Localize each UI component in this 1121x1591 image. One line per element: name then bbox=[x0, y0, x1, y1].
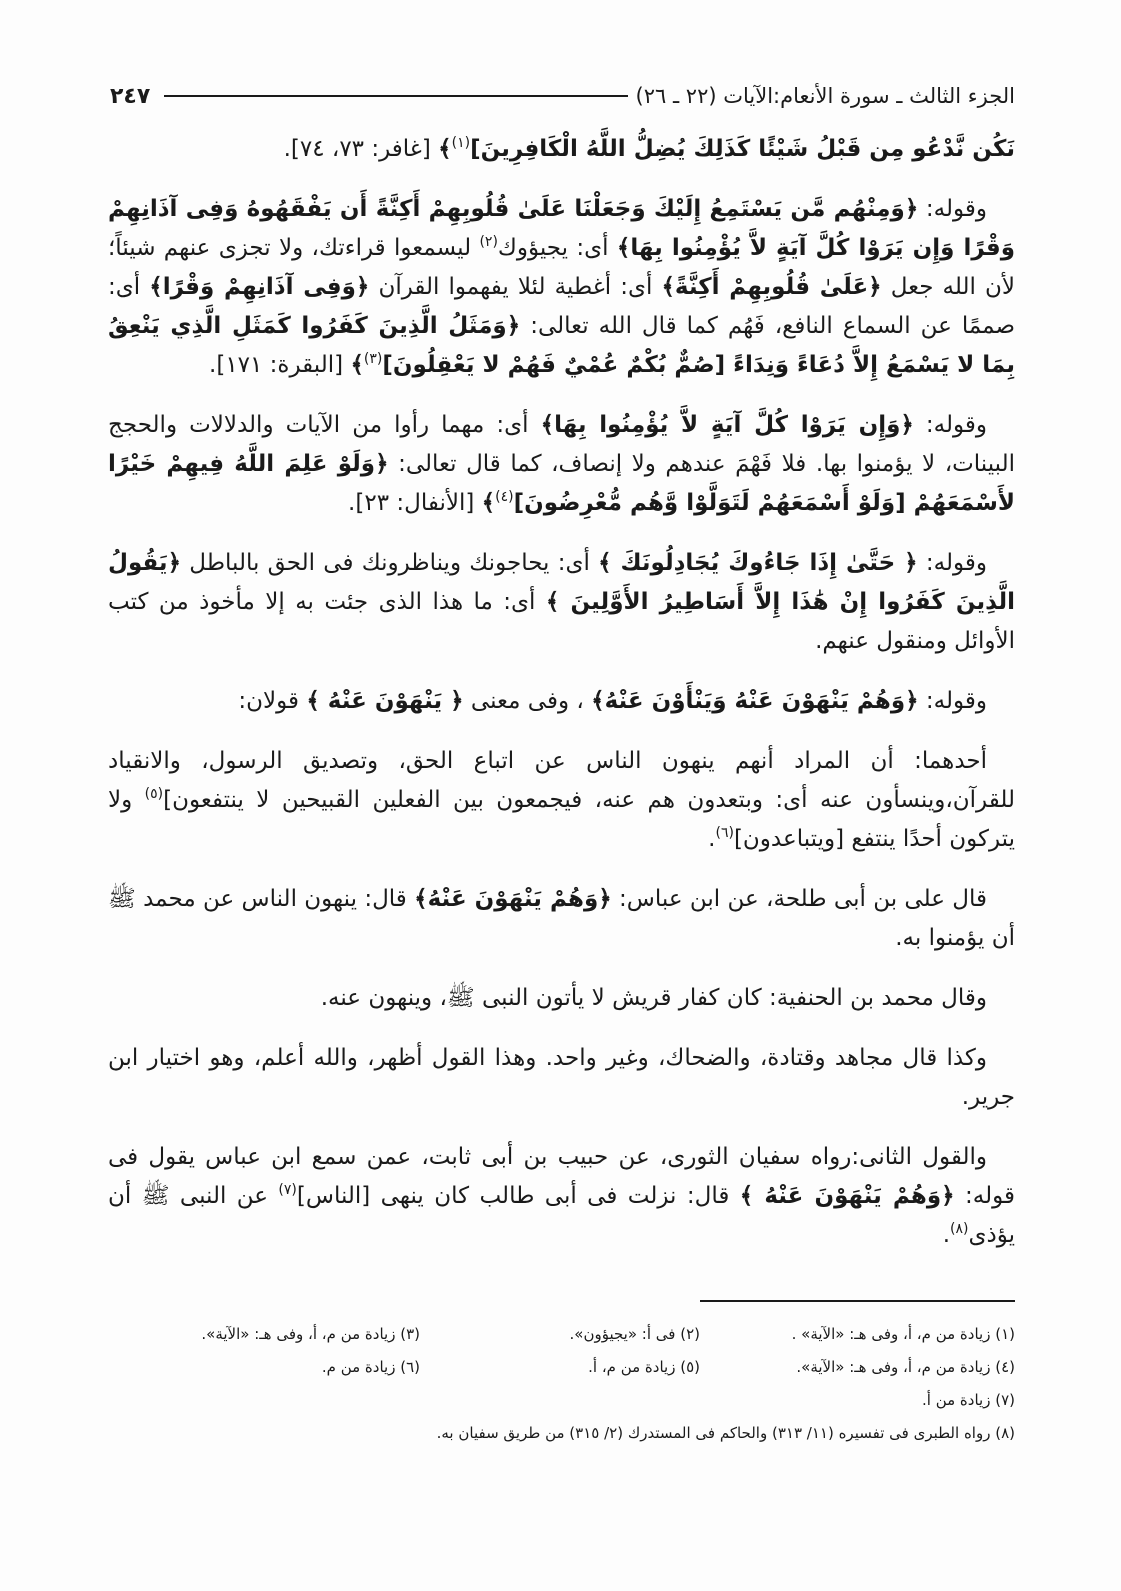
paragraph bbox=[108, 1039, 1015, 1117]
commentary-text: أى: مهما رأوا من الآيات والدلالات والحجج البينات، لا يؤمنوا بها. فلا فَهْمَ عندهم ولا إنصاف، كما قال تعالى: bbox=[108, 412, 1015, 477]
commentary-text: قال: نزلت فى أبى طالب كان ينهى [الناس] bbox=[296, 1183, 740, 1209]
commentary-text: أحدهما: أن المراد أنهم ينهون الناس عن اتباع الحق، وتصديق الرسول، والانقياد للقرآن،وينسأون عنه أى: وبتعدون هم عنه، فيجمعون بين الفعلين القبيحين لا ينتفعون] bbox=[108, 748, 1015, 813]
quran-verse: ﴿وَإِن يَرَوْا كُلَّ آيَةٍ لاَّ يُؤْمِنُوا بِهَا﴾ bbox=[540, 412, 914, 438]
paragraph bbox=[108, 544, 1015, 661]
footnote-marker: (١) bbox=[451, 135, 471, 151]
quran-verse: ﴿يَقُولُ الَّذِينَ كَفَرُوا إِنْ هَٰذَا إِلاَّ أَسَاطِيرُ الأَوَّلِينَ ﴾ bbox=[108, 550, 1015, 615]
quran-verse: ﴿وَفِى آذَانِهِمْ وَقْرًا﴾ bbox=[149, 274, 370, 300]
footnote-marker: (٧) bbox=[278, 1182, 297, 1198]
footnote-item: (٥) زيادة من م، أ. bbox=[588, 1358, 700, 1376]
quran-verse: ﴿وَلَوْ عَلِمَ اللَّهُ فِيهِمْ خَيْرًا لأَسْمَعَهُمْ [وَلَوْ أَسْمَعَهُمْ لَتَوَلَّوْا وَّهُم مُّعْرِضُونَ] bbox=[108, 451, 1015, 516]
quran-verse: ﴿وَمِنْهُم مَّن يَسْتَمِعُ إِلَيْكَ وَجَعَلْنَا عَلَىٰ قُلُوبِهِمْ أَكِنَّةً أَن يَفْقَهُوهُ وَفِى آذَانِهِمْ وَقْرًا وَإِن يَرَوْا كُلَّ آيَةٍ لاَّ يُؤْمِنُوا بِهَا﴾ bbox=[108, 196, 1015, 261]
footnote-marker: (٤) bbox=[495, 489, 514, 505]
commentary-text: وقوله: bbox=[918, 196, 987, 222]
commentary-text: [غافر: ٧٣، ٧٤]. bbox=[283, 136, 439, 162]
commentary-text: وكذا قال مجاهد وقتادة، والضحاك، وغير واحد. وهذا القول أظهر، والله أعلم، وهو اختيار ابن جرير. bbox=[108, 1045, 1015, 1110]
footnote-item: (٤) زيادة من م، أ، وفى هـ: «الآية». bbox=[796, 1358, 1015, 1376]
commentary-text: . bbox=[708, 826, 716, 852]
commentary-text: أى: يحاجونك ويناظرونك فى الحق بالباطل bbox=[181, 550, 599, 576]
commentary-text: عن النبى ﷺ أن يؤذى bbox=[108, 1183, 1015, 1248]
commentary-text: ، وفى معنى bbox=[463, 688, 592, 714]
footnote-item: (٢) فى أ: «يجيؤون». bbox=[569, 1325, 700, 1343]
paragraph bbox=[108, 1138, 1015, 1255]
commentary-text: أى: يجيؤوك bbox=[497, 235, 617, 261]
quran-verse: ﴿وَهُمْ يَنْهَوْنَ عَنْهُ ﴾ bbox=[739, 1183, 955, 1209]
paragraph bbox=[108, 190, 1015, 385]
page-content bbox=[108, 130, 1015, 1450]
quran-verse: ﴿وَمَثَلُ الَّذِينَ كَفَرُوا كَمَثَلِ الَّذِي يَنْعِقُ بِمَا لا يَسْمَعُ إِلاَّ دُعَاءً وَنِدَاءً [صُمٌّ بُكْمٌ عُمْيٌ فَهُمْ لا يَعْقِلُونَ] bbox=[108, 313, 1015, 378]
body-text bbox=[108, 130, 1015, 1290]
commentary-text: أى: صممًا عن السماع النافع، فَهُم كما قال الله تعالى: bbox=[108, 274, 1015, 339]
footnote-item: (٣) زيادة من م، أ، وفى هـ: «الآية». bbox=[201, 1325, 420, 1343]
footnote-marker: (٣) bbox=[363, 351, 383, 367]
footnote-marker: (٦) bbox=[715, 825, 734, 841]
quran-verse: ﴾ bbox=[438, 136, 452, 162]
footnote-item: (٦) زيادة من م. bbox=[321, 1358, 420, 1376]
footnote-item: (٨) رواه الطبرى فى تفسيره (١١/ ٣١٣) والحاكم فى المستدرك (٢/ ٣١٥) من طريق سفيان به. bbox=[436, 1424, 1015, 1442]
commentary-text: قال على بن أبى طلحة، عن ابن عباس: bbox=[611, 886, 987, 912]
paragraph bbox=[108, 682, 1015, 721]
paragraph bbox=[108, 979, 1015, 1018]
header-rule bbox=[164, 95, 627, 97]
commentary-text: قال: ينهون الناس عن محمد ﷺ أن يؤمنوا به. bbox=[108, 886, 1015, 951]
footnote-marker: (٥) bbox=[144, 786, 164, 802]
footnotes bbox=[108, 1318, 1015, 1450]
footnote-marker: (٨) bbox=[950, 1221, 969, 1237]
commentary-text: وقوله: bbox=[918, 688, 987, 714]
quran-verse: ﴿وَهُمْ يَنْهَوْنَ عَنْهُ وَيَنْأَوْنَ عَنْهُ﴾ bbox=[591, 688, 919, 714]
quran-verse: ﴿عَلَىٰ قُلُوبِهِمْ أَكِنَّةً﴾ bbox=[661, 274, 882, 300]
commentary-text: أى: ما هذا الذى جئت به إلا مأخوذ من كتب الأوائل ومنقول عنهم. bbox=[108, 589, 1015, 654]
quran-verse: ﴾ bbox=[481, 490, 496, 516]
paragraph bbox=[108, 406, 1015, 523]
commentary-text: وقوله: bbox=[917, 550, 987, 576]
commentary-text: ليسمعوا قراءتك، ولا تجزى عنهم شيئاً؛ لأن الله جعل bbox=[108, 235, 1015, 300]
page-header bbox=[110, 78, 1015, 114]
footnote-marker: (٢) bbox=[479, 234, 498, 250]
commentary-text: أى: أغطية لئلا يفهموا القرآن bbox=[369, 274, 662, 300]
commentary-text: والقول الثانى:رواه سفيان الثورى، عن حبيب بن أبى ثابت، عمن سمع ابن عباس يقول فى قوله: bbox=[108, 1144, 1016, 1209]
quran-verse: ﴿ يَنْهَوْنَ عَنْهُ ﴾ bbox=[306, 688, 464, 714]
commentary-text: [الأنفال: ٢٣]. bbox=[348, 490, 482, 516]
commentary-text: قولان: bbox=[238, 688, 307, 714]
quran-verse: ﴿وَهُمْ يَنْهَوْنَ عَنْهُ﴾ bbox=[414, 886, 612, 912]
footnote-separator bbox=[700, 1300, 1015, 1302]
commentary-text: وقوله: bbox=[913, 412, 987, 438]
footnote-item: (٧) زيادة من أ. bbox=[922, 1391, 1015, 1409]
quran-verse: ﴿ حَتَّىٰ إِذَا جَاءُوكَ يُجَادِلُونَكَ ﴾ bbox=[598, 550, 918, 576]
footnote-item: (١) زيادة من م، أ، وفى هـ: «الآية» . bbox=[791, 1325, 1015, 1343]
paragraph bbox=[108, 742, 1015, 859]
commentary-text: [البقرة: ١٧١]. bbox=[209, 352, 351, 378]
quran-verse: نَكُن نَّدْعُو مِن قَبْلُ شَيْئًا كَذَلِكَ يُضِلُّ اللَّهُ الْكَافِرِينَ] bbox=[470, 136, 1015, 162]
commentary-text: . bbox=[942, 1222, 950, 1248]
footnote-grid bbox=[108, 1318, 1015, 1384]
page-number: ٢٤٧ bbox=[110, 83, 151, 109]
paragraph bbox=[108, 130, 1015, 169]
commentary-text: وقال محمد بن الحنفية: كان كفار قريش لا يأتون النبى ﷺ، وينهون عنه. bbox=[320, 985, 987, 1011]
running-title: الجزء الثالث ـ سورة الأنعام:الآيات (٢٢ ـ ٢٦) bbox=[635, 84, 1015, 108]
commentary-text: ولا يتركون أحدًا ينتفع [ويتباعدون] bbox=[108, 787, 1015, 852]
quran-verse: ﴾ bbox=[350, 352, 364, 378]
footnote-list bbox=[108, 1384, 1015, 1450]
paragraph bbox=[108, 880, 1015, 958]
